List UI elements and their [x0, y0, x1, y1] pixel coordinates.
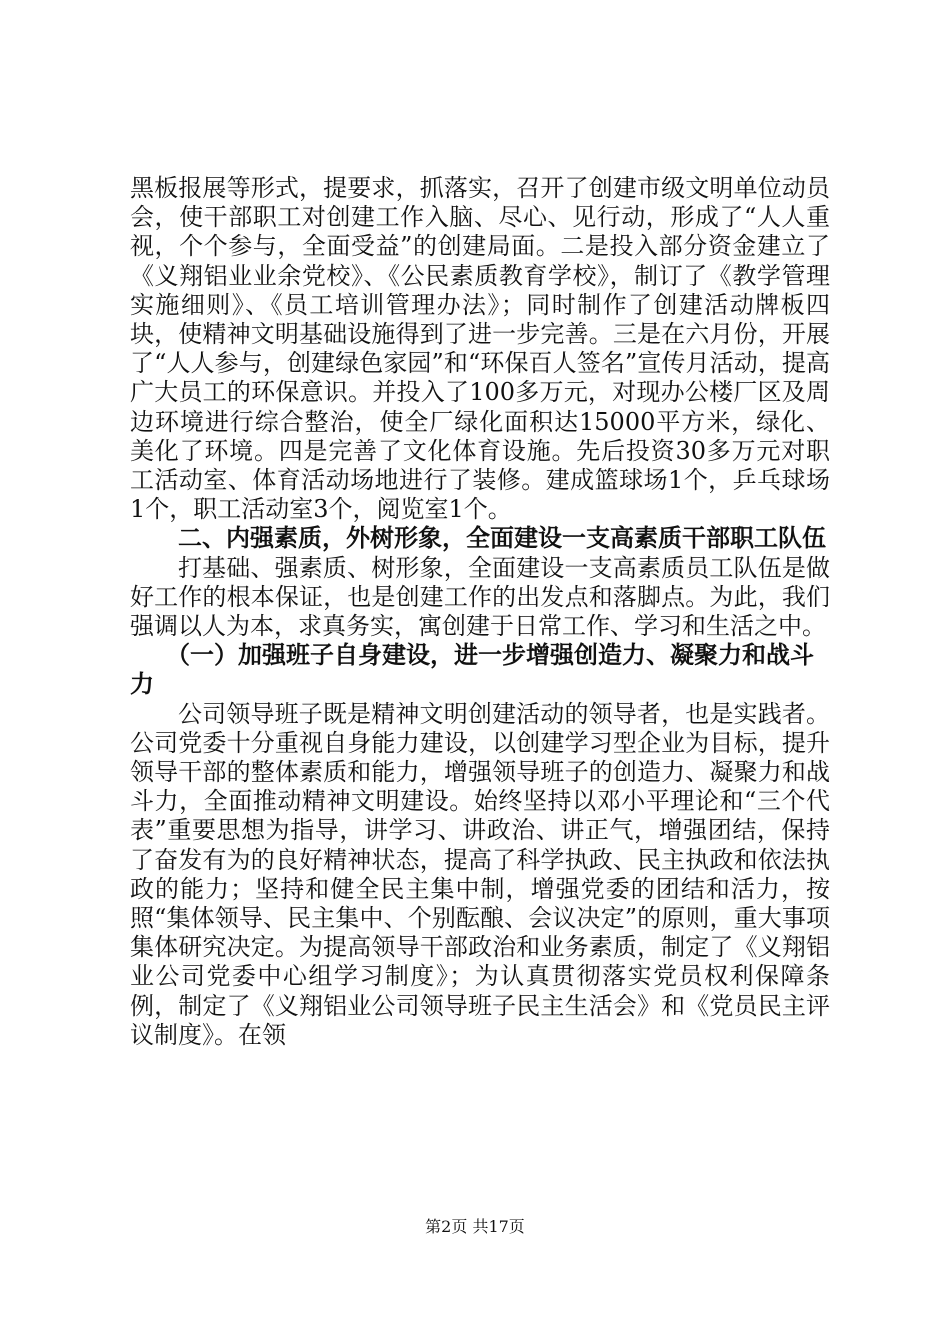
- section-heading: 二、内强素质，外树形象，全面建设一支高素质干部职工队伍: [178, 524, 826, 553]
- page-number: 第2页 共17页: [425, 1217, 525, 1236]
- document-page: [130, 174, 830, 1050]
- body-paragraph: 打基础、强素质、树形象，全面建设一支高素质员工队伍是做好工作的根本保证，也是创建工作的出发点和落脚点。为此，我们强调以人为本，求真务实，寓创建于日常工作、学习和生活之中。: [130, 553, 830, 641]
- subsection-heading: （一）加强班子自身建设，进一步增强创造力、凝聚力和战斗力: [130, 641, 814, 699]
- body-paragraph: 公司领导班子既是精神文明创建活动的领导者，也是实践者。公司党委十分重视自身能力建设，以创建学习型企业为目标，提升领导干部的整体素质和能力，增强领导班子的创造力、凝聚力和战斗力，全面推动精神文明建设。始终坚持以邓小平理论和“三个代表”重要思想为指导，讲学习、讲政治、讲正气，增强团结，保持了奋发有为的良好精神状态，提高了科学执政、民主执政和依法执政的能力；坚持和健全民主集中制，增强党委的团结和活力，按照“集体领导、民主集中、个别酝酿、会议决定”的原则，重大事项集体研究决定。为提高领导干部政治和业务素质，制定了《义翔铝业公司党委中心组学习制度》；为认真贯彻落实党员权利保障条例，制定了《义翔铝业公司领导班子民主生活会》和《党员民主评议制度》。在领: [130, 699, 830, 1049]
- body-paragraph: 黑板报展等形式，提要求，抓落实，召开了创建市级文明单位动员会，使干部职工对创建工作入脑、尽心、见行动，形成了“人人重视，个个参与，全面受益”的创建局面。二是投入部分资金建立了《义翔铝业业余党校》、《公民素质教育学校》，制订了《教学管理实施细则》、《员工培训管理办法》；同时制作了创建活动牌板四块，使精神文明基础设施得到了进一步完善。三是在六月份，开展了“人人参与，创建绿色家园”和“环保百人签名”宣传月活动，提高广大员工的环保意识。并投入了100多万元，对现办公楼厂区及周边环境进行综合整治，使全厂绿化面积达15000平方米，绿化、美化了环境。四是完善了文化体育设施。先后投资30多万元对职工活动室、体育活动场地进行了装修。建成篮球场1个，乒乓球场1个，职工活动室3个，阅览室1个。: [130, 174, 830, 524]
